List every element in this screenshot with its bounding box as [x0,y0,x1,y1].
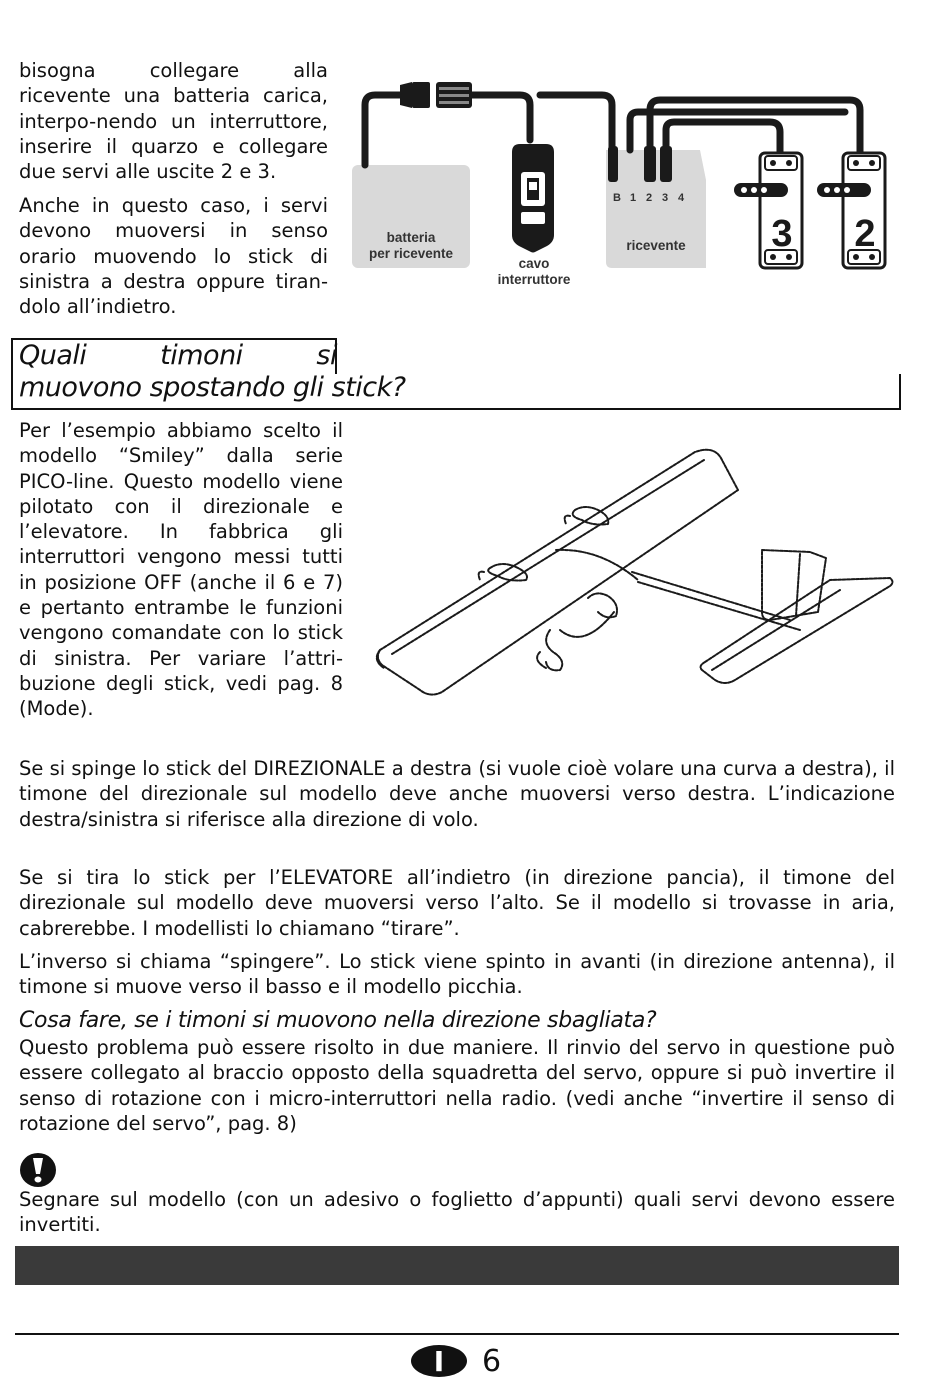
section-heading-line2: muovono spostando gli stick? [19,372,406,403]
intro-paragraph-2: Anche in questo caso, i servi devono muoversi in senso orario muovendo lo stick di sinistra a destra oppure tiran-dolo all’indietro. [19,194,328,319]
elevator-paragraph: Se si tira lo stick per l’ELEVATORE all’indietro (in direzione pancia), il timone del direzionale sul modello deve muoversi verso l’alto. Se il modello si trovasse in aria, cabrerebbe. I modellisti lo chiamano “tirare”. [19,866,895,940]
wrong-direction-subheading: Cosa fare, se i timoni si muovono nella direzione sbagliata? [19,1008,657,1033]
servo-3-number: 3 [771,213,793,255]
footer-rule [15,1333,899,1335]
servo-3 [734,153,802,268]
switch-label: cavo interruttore [497,256,571,287]
inverse-paragraph: L’inverso si chiama “spingere”. Lo stick viene spinto in avanti (in direzione antenna), il timone si muove verso il basso e il modello picchia. [19,950,895,999]
receiver-label: ricevente [626,238,686,253]
svg-text:I: I [433,1345,445,1378]
switch-harness [512,144,554,253]
port-label-1: 1 [630,192,637,204]
port-label-b: B [613,192,621,204]
wrong-direction-paragraph: Questo problema può essere risolto in due maniere. Il rinvio del servo in questione può essere collegato al braccio opposto della squadretta del servo, oppure si può invertire il senso di rotazione con i micro-interruttori nella radio. (vedi anche “invertire il senso di rotazione del servo”, pag. 8) [19,1036,895,1135]
section-heading-line1: Quali timoni si [19,340,337,371]
exclamation-icon [19,1152,57,1188]
port-label-2: 2 [646,192,653,204]
servo-2 [817,153,885,268]
servo-2-number: 2 [854,213,876,255]
note-paragraph: Segnare sul modello (con un adesivo o foglietto d’appunti) quali servi devono essere invertiti. [19,1188,895,1237]
model-paragraph: Per l’esempio abbiamo scelto il modello “Smiley” dalla serie PICO-line. Questo modello viene pilotato con il direzionale e l’elevatore. In fabbrica gli interruttori vengono messi tutti in posizione OFF (anche il 6 e 7) e pertanto entrambe le funzioni vengono comandate con lo stick di sinistra. Per variare l’attri-buzione degli stick, vedi pag. 8 (Mode). [19,419,343,721]
rudder-paragraph: Se si spinge lo stick del DIREZIONALE a destra (si vuole cioè volare una curva a destra), il timone del direzionale sul modello deve anche muoversi verso destra. L’indicazione destra/sinistra si riferisce alla direzione di volo. [19,757,895,831]
battery-label: batteria per ricevente [368,230,454,261]
port-label-4: 4 [678,192,685,204]
connector-plug [400,82,472,108]
footer-bar [15,1246,899,1285]
airplane-illustration [370,440,900,700]
section-heading [11,338,901,410]
intro-paragraph-1: bisogna collegare alla ricevente una batteria carica, interpo-nendo un interruttore, inserire il quarzo e collegare due servi alle uscite 2 e 3. [19,59,328,184]
port-label-3: 3 [662,192,669,204]
wiring-diagram [340,70,900,300]
page-number: 6 [482,1344,502,1379]
language-badge-icon [410,1344,468,1378]
